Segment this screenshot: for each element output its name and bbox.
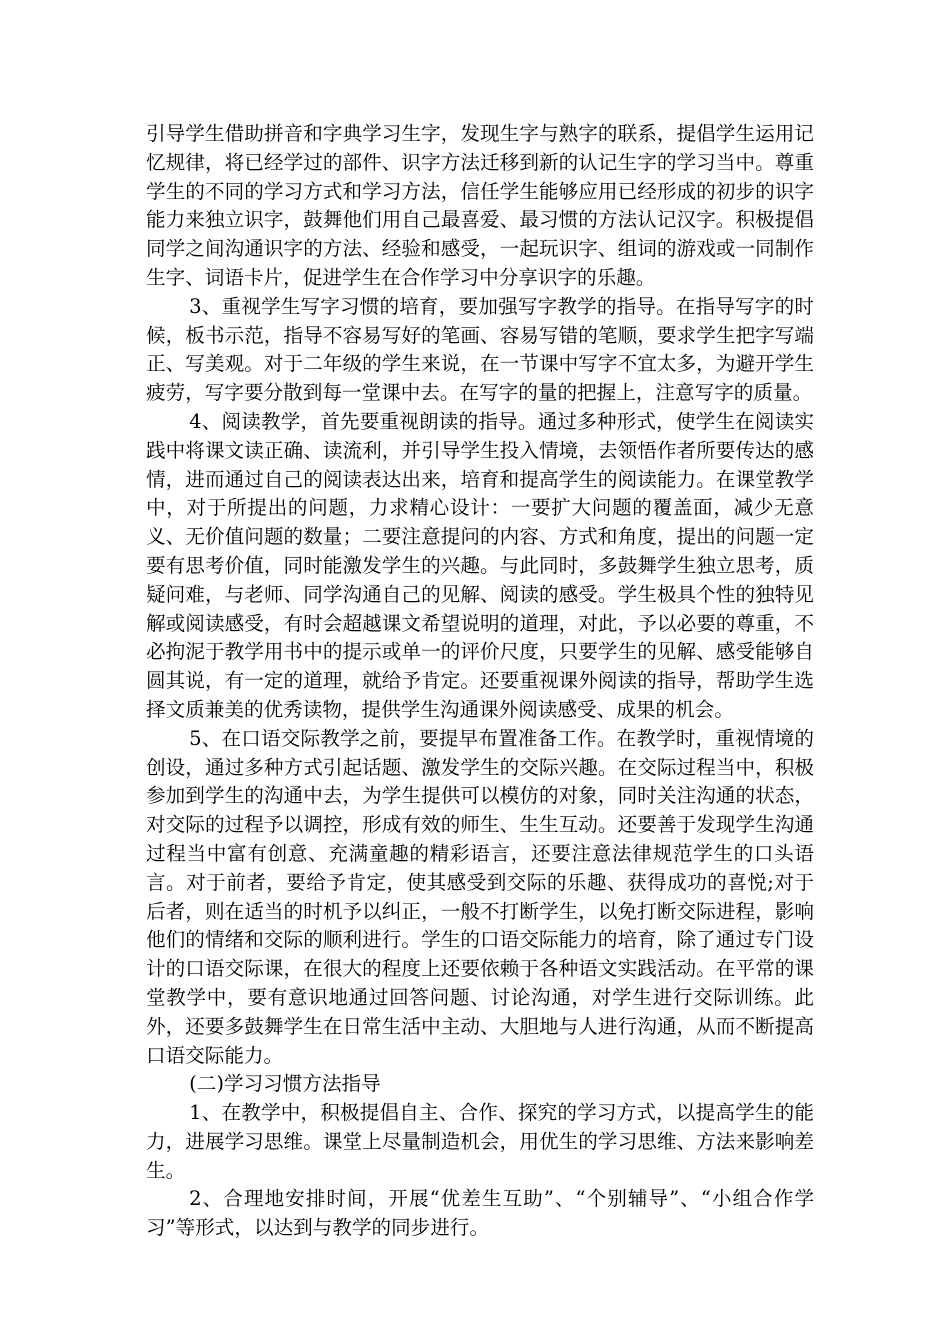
paragraph-oral-communication: 5、在口语交际教学之前，要提早布置准备工作。在教学时，重视情境的创设，通过多种方式引起话题、激发学生的交际兴趣。在交际过程当中，积极参加到学生的沟通中去，为学生提供可以模仿的对象，同时关注沟通的状态，对交际的过程予以调控，形成有效的师生、生生互动。还要善于发现学生沟通过程当中富有创意、充满童趣的精彩语言，还要注意法律规范学生的口头语言。对于前者，要给予肯定，使其感受到交际的乐趣、获得成功的喜悦;对于后者，则在适当的时机予以纠正，一般不打断学生，以免打断交际进程，影响他们的情绪和交际的顺利进行。学生的口语交际能力的培育，除了通过专门设计的口语交际课，在很大的程度上还要依赖于各种语文实践活动。在平常的课堂教学中，要有意识地通过回答问题、讨论沟通，对学生进行交际训练。此外，还要多鼓舞学生在日常生活中主动、大胆地与人进行沟通，从而不断提高口语交际能力。 — [146, 726, 814, 1067]
paragraph-time-arrangement: 2、合理地安排时间，开展“优差生互助”、“个别辅导”、“小组合作学习”等形式，以达到与教学的同步进行。 — [146, 1187, 814, 1240]
paragraph-reading-instruction: 4、阅读教学，首先要重视朗读的指导。通过多种形式，使学生在阅读实践中将课文读正确、读流利，并引导学生投入情境，去领悟作者所要传达的感情，进而通过自己的阅读表达出来，培育和提高学生的阅读能力。在课堂教学中，对于所提出的问题，力求精心设计：一要扩大问题的覆盖面，减少无意义、无价值问题的数量；二要注意提问的内容、方式和角度，提出的问题一定要有思考价值，同时能激发学生的兴趣。与此同时，多鼓舞学生独立思考，质疑问难，与老师、同学沟通自己的见解、阅读的感受。学生极具个性的独特见解或阅读感受，有时会超越课文希望说明的道理，对此，予以必要的尊重，不必拘泥于教学用书中的提示或单一的评价尺度，只要学生的见解、感受能够自圆其说，有一定的道理，就给予肯定。还要重视课外阅读的指导，帮助学生选择文质兼美的优秀读物，提供学生沟通课外阅读感受、成果的机会。 — [146, 409, 814, 721]
section-heading-study-habits: (二)学习习惯方法指导 — [189, 1072, 381, 1096]
paragraph-writing-habits: 3、重视学生写字习惯的培育，要加强写字教学的指导。在指导写字的时候，板书示范，指导不容易写好的笔画、容易写错的笔顺，要求学生把字写端正、写美观。对于二年级的学生来说，在一节课中写字不宜太多，为避开学生疲劳，写字要分散到每一堂课中去。在写字的量的把握上，注意写字的质量。 — [146, 294, 814, 405]
paragraph-literacy-methods: 引导学生借助拼音和字典学习生字，发现生字与熟字的联系，提倡学生运用记忆规律，将已经学过的部件、识字方法迁移到新的认记生字的学习当中。尊重学生的不同的学习方式和学习方法，信任学生能够应用已经形成的初步的识字能力来独立识字，鼓舞他们用自己最喜爱、最习惯的方法认记汉字。积极提倡同学之间沟通识字的方法、经验和感受，一起玩识字、组词的游戏或一同制作生字、词语卡片，促进学生在合作学习中分享识字的乐趣。 — [146, 122, 814, 289]
document-body — [146, 120, 814, 1243]
paragraph-learning-methods: 1、在教学中，积极提倡自主、合作、探究的学习方式，以提高学生的能力，进展学习思维。课堂上尽量制造机会，用优生的学习思维、方法来影响差生。 — [146, 1101, 814, 1182]
